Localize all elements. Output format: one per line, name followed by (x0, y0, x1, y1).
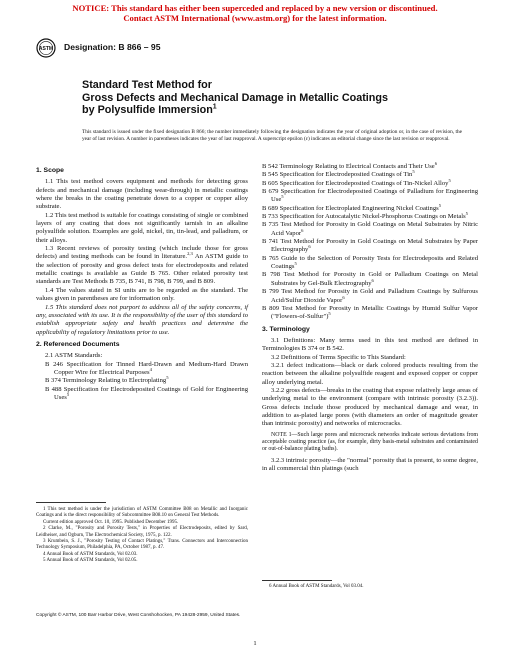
paragraph-1-5: 1.5 This standard does not purport to address all of the safety concerns, if any, associated with its use. It is the responsibility of the user of this standard to establish appropriate safety and health practices and determine the applicability of regulatory limitations prior to use. (36, 303, 248, 336)
footnote-rule-right (262, 580, 332, 581)
footnote: 1 This test method is under the jurisdiction of ASTM Committee B08 on Metallic and Inorganic Coatings and is the direct responsibility of Subcommittee B08.10 on General Test Methods. (36, 507, 248, 519)
footnote: 5 Annual Book of ASTM Standards, Vol 02.05. (43, 558, 138, 564)
right-column (262, 160, 478, 474)
footnote: 4 Annual Book of ASTM Standards, Vol 02.03. (43, 551, 138, 557)
scope-heading: 1. Scope (36, 167, 64, 174)
reference-item: B 735 Test Method for Porosity in Gold Coatings on Metal Substrates by Nitric Acid Vapor$^6$ (262, 221, 478, 237)
svg-text:ASTM: ASTM (38, 46, 54, 52)
astm-logo-icon (36, 38, 56, 58)
paragraph-3-2-1: 3.2.1 defect indications—black or dark colored products resulting from the reaction between the alkaline polysulfide reagent and exposed copper or copper alloy underlying metal. (262, 361, 478, 386)
paragraph-1-4: 1.4 The values stated in SI units are to be regarded as the standard. The values given in parentheses are for information only. (36, 286, 248, 303)
page-number: 1 (253, 640, 257, 647)
reference-item: B 545 Specification for Electrodeposited Coatings of Tin$^5$ (262, 169, 415, 179)
reference-item: B 542 Terminology Relating to Electrical Contacts and Their Use$^6$ (262, 160, 438, 170)
paragraph-3-2-3: 3.2.3 intrinsic porosity—the "normal" porosity that is present, to some degree, in all commercial thin platings (such (262, 456, 478, 473)
reference-item: B 765 Guide to the Selection of Porosity Tests for Electrodeposits and Related Coatings$^5$ (262, 254, 478, 271)
copyright-line: Copyright © ASTM, 100 Barr Harbor Drive, West Conshohocken, PA 19428-2959, United States. (36, 613, 241, 618)
left-column (36, 163, 248, 402)
paragraph-3-2: 3.2 Definitions of Terms Specific to This Standard: (271, 353, 406, 361)
supersede-notice (0, 3, 510, 23)
notice-line-1: NOTICE: This standard has either been superceded and replaced by a new version or discontinued. (72, 3, 438, 13)
reference-item: B 246 Specification for Tinned Hard-Drawn and Medium-Hard Drawn Copper Wire for Electrical Purposes$^4$ (45, 360, 248, 376)
referenced-documents-heading: 2. Referenced Documents (36, 340, 120, 348)
title-footnote-mark: 1 (212, 103, 217, 111)
title-line-3: by Polysulfide Immersion (82, 104, 213, 116)
reference-item: B 689 Specification for Electroplated Engineering Nickel Coatings$^5$ (262, 202, 441, 212)
paragraph-1-2: 1.2 This test method is suitable for coatings consisting of single or combined layers of any coating that does not significantly tarnish in an alkaline polysulfide solution. Examples are gold, nickel, tin, tin-lead, and palladium, or their alloys. (36, 211, 248, 244)
right-footnotes (262, 584, 478, 590)
reference-item: B 374 Terminology Relating to Electroplating$^5$ (45, 375, 169, 385)
paragraph-1-3: 1.3 Recent reviews of porosity testing (which include those for gross defects) and testing methods can be found in literature.$^{2,3}$ An ASTM guide to the selection of porosity and gross defect tests for electrodeposits and related metallic coatings is available as Guide B 765. Other related porosity test standards are Test Methods B 735, B 741, B 798, B 799, and B 809. (36, 245, 248, 286)
paragraph-3-1: 3.1 Definitions: Many terms used in this test method are defined in Terminologies B 374 or B 542. (262, 336, 478, 353)
note-1: NOTE 1—Such large pores and microcrack networks indicate serious deviations from acceptable coating practice (as, for example, dirty basis-metal substrates and contaminated or out-of-balance plating baths). (262, 431, 478, 453)
paragraph-1-1: 1.1 This test method covers equipment and methods for detecting gross defects and mechanical damage (including wear-through) in metallic coatings where the breaks in the coating penetrate down to a copper or copper alloy substrate. (36, 178, 248, 211)
paragraph-2-1: 2.1 ASTM Standards: (45, 352, 103, 360)
title-line-2: Gross Defects and Mechanical Damage in Metallic Coatings (82, 91, 389, 104)
reference-item: B 679 Specification for Electrodeposited Coatings of Palladium for Engineering Use$^5$ (262, 188, 478, 204)
footnote: Current edition approved Oct. 10, 1995. Published December 1995. (43, 519, 179, 525)
reference-item: B 741 Test Method for Porosity in Gold Coatings on Metal Substrates by Paper Electrography$^6$ (262, 238, 478, 254)
footnote-rule-left (36, 502, 106, 503)
reference-item: B 733 Specification for Autocatalytic Nickel-Phosphorus Coatings on Metals$^5$ (262, 210, 468, 221)
standard-issuance-note: This standard is issued under the fixed designation B 866; the number immediately following the designation indicates the year of original adoption or, in the case of revision, the year of last revision. A number in parentheses indicates the year of last reapproval. A superscript epsilon (ε) indicates an editorial change since the last revision or reapproval. (82, 129, 462, 143)
footnote: 2 Clarke, M., "Porosity and Porosity Tests," in Properties of Electrodeposits, edited by Sard, Leidheiser, and Ogburn, The Electrochemical Society, 1975, p. 122. (36, 526, 248, 538)
terminology-heading: 3. Terminology (262, 325, 310, 333)
reference-item: B 809 Test Method for Porosity in Metallic Coatings by Humid Sulfur Vapor ("Flowers-of-Sulfur")$^5$ (262, 304, 478, 321)
document-title (82, 79, 462, 117)
reference-item: B 605 Specification for Electrodeposited Coatings of Tin-Nickel Alloy$^5$ (262, 177, 451, 187)
footnote: 6 Annual Book of ASTM Standards, Vol 03.04. (269, 584, 364, 589)
paragraph-3-2-2: 3.2.2 gross defects—breaks in the coating that expose relatively large areas of underlying metal to the environment (compare with intrinsic porosity (3.2.3)). Gross defects include those produced by mechanical damage and wear, in addition to as-plated large pores (with diameters an order of magnitude greater than intrinsic porosity) and networks of microcracks. (262, 386, 478, 428)
notice-line-2: Contact ASTM International (www.astm.org) for the latest information. (123, 13, 387, 23)
reference-item: B 799 Test Method for Porosity in Gold and Palladium Coatings by Sulfurous Acid/Sulfur Dioxide Vapor$^6$ (262, 288, 478, 304)
reference-item: B 798 Test Method for Porosity in Gold or Palladium Coatings on Metal Substrates by Gel-Bulk Electrography$^6$ (262, 271, 478, 287)
designation: Designation: B 866 – 95 (64, 42, 161, 52)
footnote: 3 Krumbein, S. J., "Porosity Testing of Contact Platings," Trans. Connectors and Interconnection Technology Symposium, Philadelphia, PA, October 1987, p. 47. (36, 539, 248, 551)
title-line-1: Standard Test Method for (82, 79, 212, 91)
left-footnotes (36, 507, 248, 565)
reference-item: B 488 Specification for Electrodeposited Coatings of Gold for Engineering Uses$^5$ (45, 385, 248, 401)
